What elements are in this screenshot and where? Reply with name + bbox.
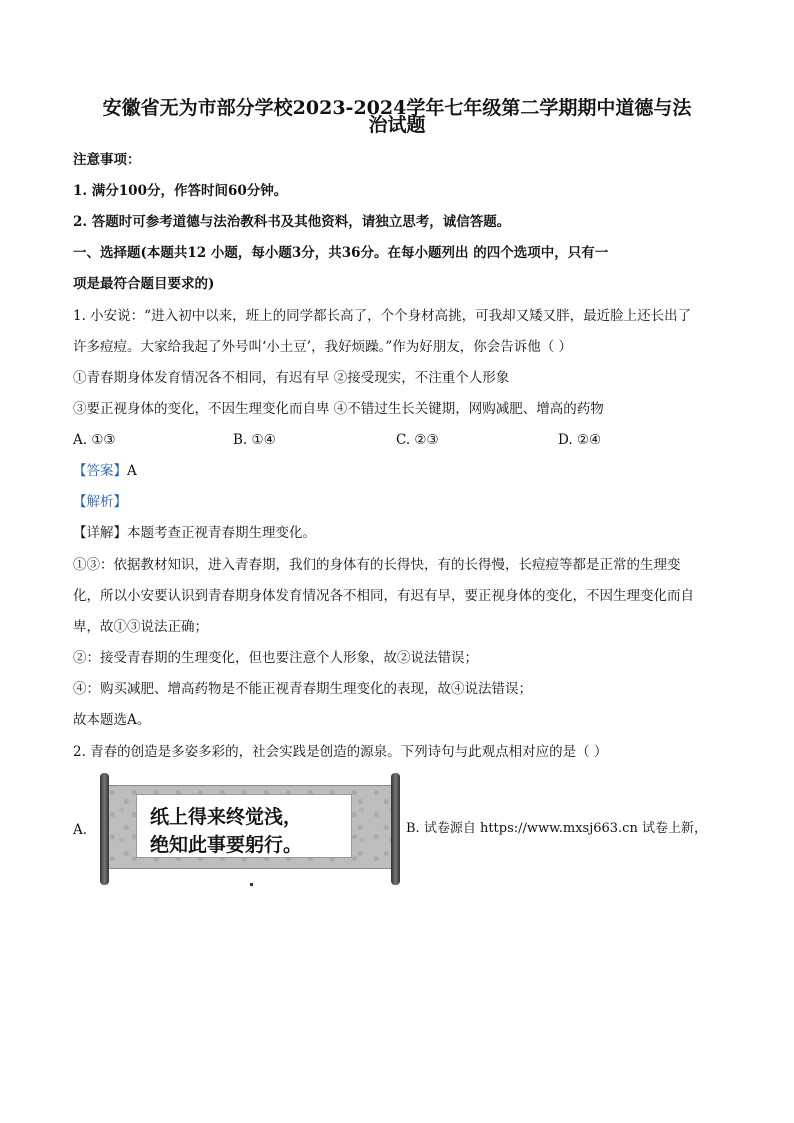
detail-tag: 【详解】 [73,525,127,541]
q1-detail-row [73,523,316,543]
answer-tag: 【答案】 [73,463,127,479]
q1-answer-row [73,461,137,481]
scroll-right-rod [391,773,400,885]
q1-statements-line2: ③要正视身体的变化，不因生理变化而自卑 ④不错过生长关键期，网购减肥、增高的药物 [73,401,604,417]
q1-option-d: D. ②④ [558,432,602,448]
section-heading-line1: 一、选择题(本题共12 小题，每小题3分，共36分。在每小题列出 的四个选项中，只有一 [73,245,609,261]
document-title-line2: 治试题 [368,114,426,136]
section-heading-line2: 项是最符合题目要求的) [73,276,215,292]
q2-option-a-label: A. [73,822,88,838]
q2-stem: 2. 青春的创造是多姿多彩的，社会实践是创造的源泉。下列诗句与此观点相对应的是（ ） [73,744,608,760]
poem-line-2: 绝知此事要躬行。 [150,834,303,856]
q1-explanation-line1: ①③：依据教材知识，进入青春期，我们的身体有的长得快，有的长得慢，长痘痘等都是正常的生理变 [73,557,681,573]
q1-option-c: C. ②③ [396,432,439,448]
q1-stem-line2: 许多痘痘。大家给我起了外号叫‘小土豆’，我好烦躁。”作为好朋友，你会告诉他（ ） [73,339,573,355]
q1-explanation-line3: 卑，故①③说法正确； [73,619,208,635]
q1-stem-line1: 1. 小安说：“进入初中以来，班上的同学都长高了，个个身材高挑，可我却又矮又胖，最近脸上还长出了 [73,308,692,324]
notes-heading: 注意事项： [73,152,141,168]
analysis-tag: 【解析】 [73,494,127,510]
scroll-dot [250,883,253,886]
q1-statements-line1: ①青春期身体发育情况各不相同，有迟有早 ②接受现实，不注重个人形象 [73,370,510,386]
q1-explanation-line5: ④：购买减肥、增高药物是不能正视青春期生理变化的表现，故④说法错误； [73,681,532,697]
q1-conclusion: 故本题选A。 [73,712,151,728]
detail-text: 本题考查正视青春期生理变化。 [127,525,316,541]
q1-option-b: B. ①④ [233,432,276,448]
notes-item-1: 1. 满分100分，作答时间60分钟。 [73,183,288,199]
poem-line-1: 纸上得来终觉浅， [150,806,303,828]
q1-explanation-line2: 化，所以小安要认识到青春期身体发育情况各不相同，有迟有早，要正视身体的变化，不因生理变化而自 [73,588,694,604]
q1-option-a: A. ①③ [73,432,116,448]
notes-item-2: 2. 答题时可参考道德与法治教科书及其他资料，请独立思考，诚信答题。 [73,214,511,230]
scroll-image [98,773,404,889]
scroll-left-rod [100,773,109,885]
document-title-line1: 安徽省无为市部分学校2023-2024学年七年级第二学期期中道德与法 [102,97,692,119]
q1-explanation-line4: ②：接受青春期的生理变化，但也要注意个人形象，故②说法错误； [73,650,478,666]
answer-value: A [127,463,137,479]
q2-option-b: B. 试卷源自 https://www.mxsj663.cn 试卷上新， [406,821,707,836]
